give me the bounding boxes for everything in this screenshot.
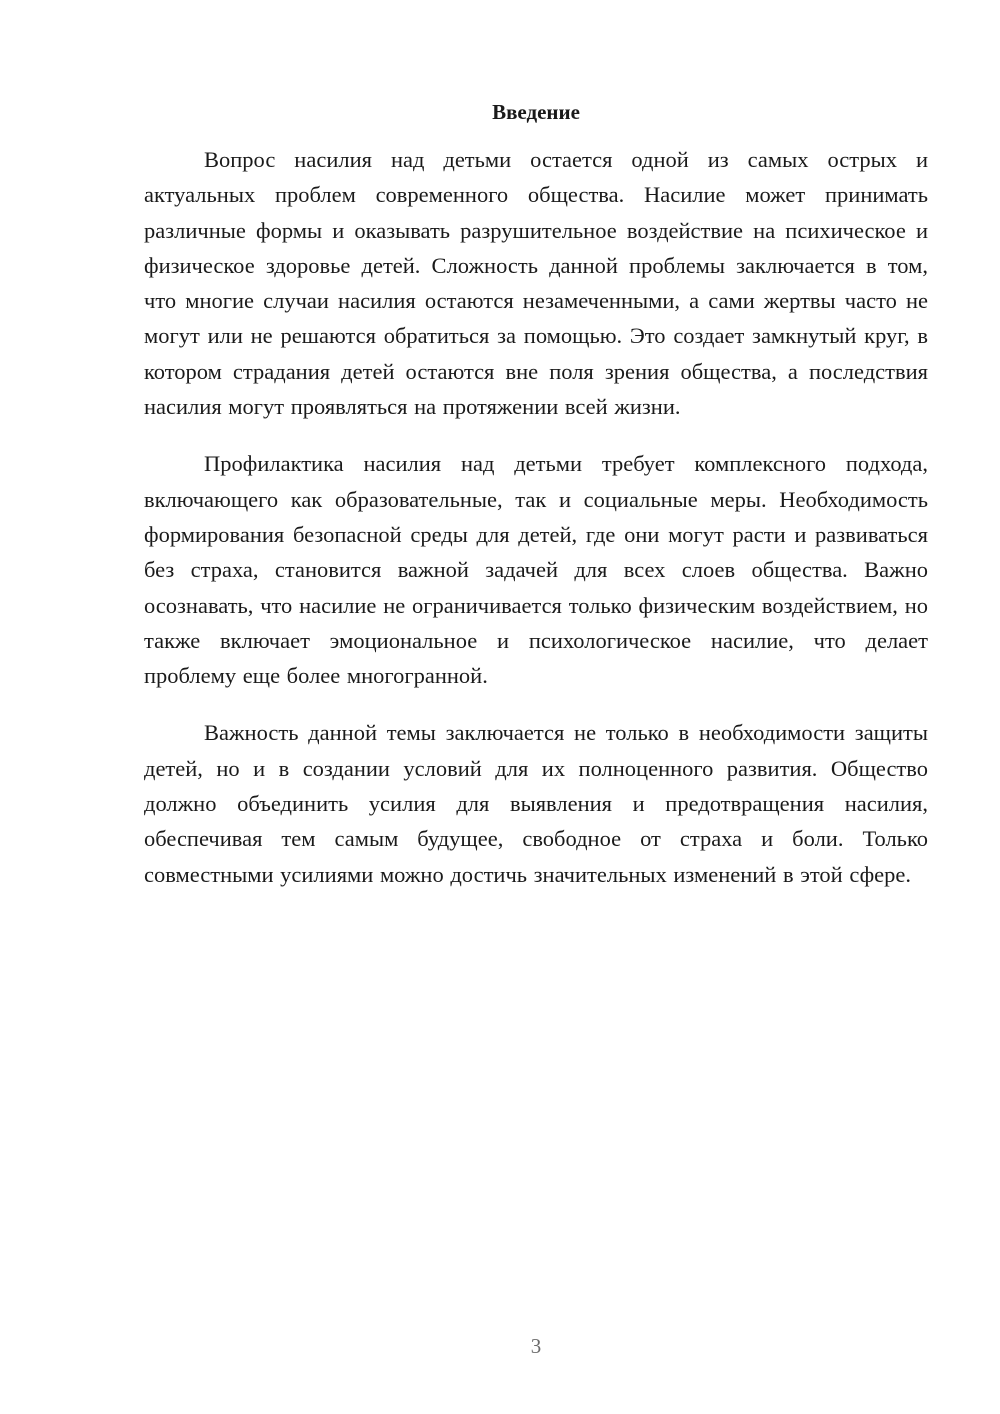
document-body — [144, 142, 928, 914]
section-heading: Введение — [492, 100, 580, 124]
paragraph-3: Важность данной темы заключается не только в необходимости защиты детей, но и в создании условий для их полноценного развития. Общество должно объединить усилия для выявления и предотвращения насилия, обеспечивая тем самым будущее, свободное от страха и боли. Только совместными усилиями можно достичь значительных изменений в этой сфере. — [144, 720, 928, 887]
paragraph-1: Вопрос насилия над детьми остается одной из самых острых и актуальных проблем современного общества. Насилие может принимать различные формы и оказывать разрушительное воздействие на психическое и физическое здоровье детей. Сложность данной проблемы заключается в том, что многие случаи насилия остаются незамеченными, а сами жертвы часто не могут или не решаются обратиться за помощью. Это создает замкнутый круг, в котором страдания детей остаются вне поля зрения общества, а последствия насилия могут проявляться на протяжении всей жизни. — [144, 147, 928, 420]
page-number: 3 — [530, 1334, 542, 1358]
paragraph-2: Профилактика насилия над детьми требует комплексного подхода, включающего как образовательные, так и социальные меры. Необходимость формирования безопасной среды для детей, где они могут расти и развиваться без страха, становится важной задачей для всех слоев общества. Важно осознавать, что насилие не ограничивается только физическим воздействием, но также включает эмоциональное и психологическое насилие, что делает проблему еще более многогранной. — [144, 451, 928, 689]
